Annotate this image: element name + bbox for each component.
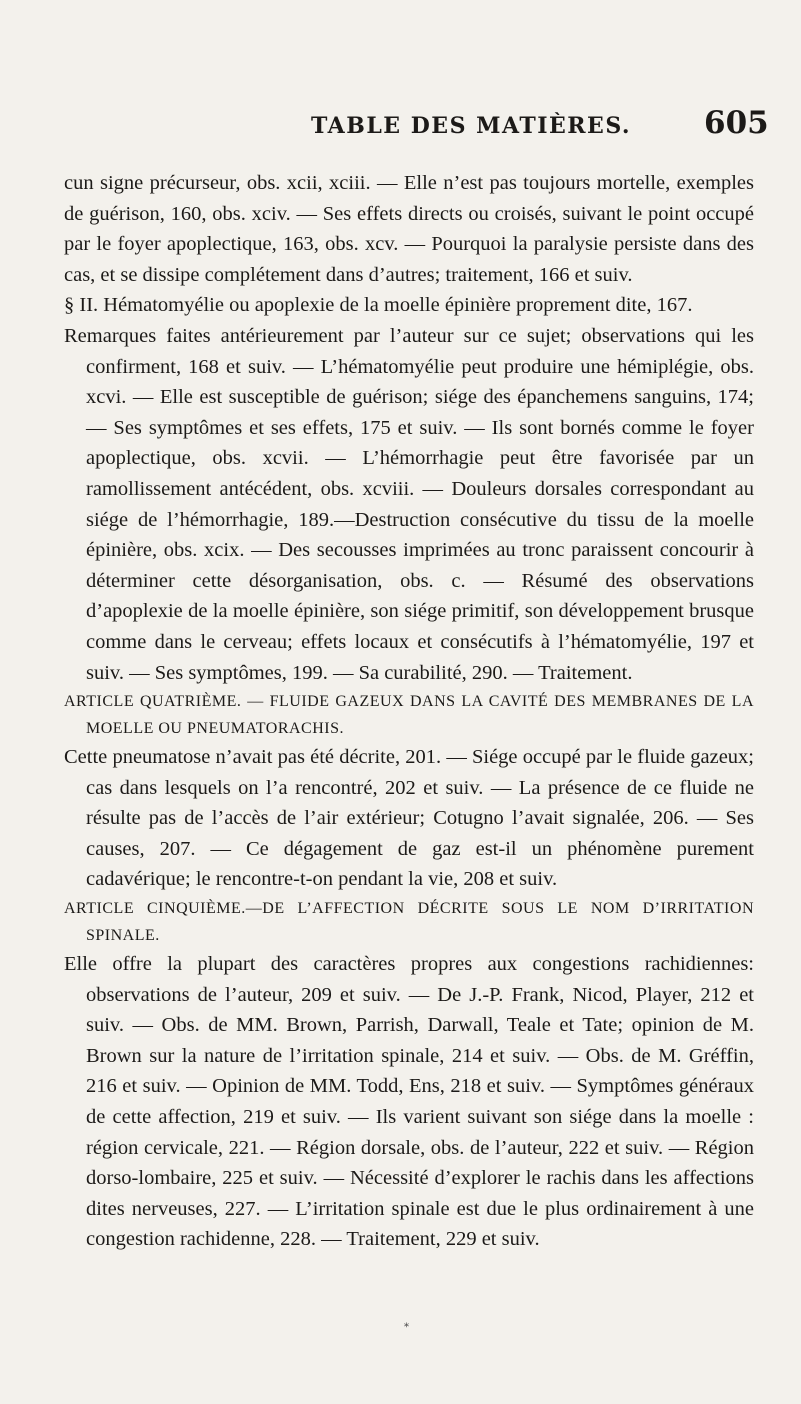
running-head: TABLE DES MATIÈRES. bbox=[311, 113, 632, 139]
article-heading-quatrieme: ARTICLE QUATRIÈME. — FLUIDE GAZEUX DANS LA CAVITÉ DES MEMBRANES DE LA MOELLE OU PNEUMATORACHIS. bbox=[64, 693, 754, 738]
table-of-contents-body bbox=[64, 168, 754, 1255]
section-heading-hematomyelie: § II. Hématomyélie ou apoplexie de la moelle épinière proprement dite, 167. bbox=[64, 294, 693, 317]
page-header bbox=[0, 105, 801, 155]
article-heading-cinquieme: ARTICLE CINQUIÈME.—DE L’AFFECTION DÉCRITE SOUS LE NOM D’IRRITATION SPINALE. bbox=[64, 900, 754, 945]
printer-mark: * bbox=[404, 1322, 409, 1333]
page-number: 605 bbox=[704, 105, 769, 141]
paragraph-remarques: Remarques faites antérieurement par l’auteur sur ce sujet; observations qui les confirment, 168 et suiv. — L’hématomyélie peut produire une hémiplégie, obs. xcvi. — Elle est susceptible de guérison; siége des épanchemens sanguins, 174; — Ses symptômes et ses effets, 175 et suiv. — Ils sont bornés comme le foyer apoplectique, obs. xcvii. — L’hémorrhagie peut être favorisée par un ramollissement antécédent, obs. xcviii. — Douleurs dorsales correspondant au siége de l’hémorrhagie, 189.—Destruction consécutive du tissu de la moelle épinière, obs. xcix. — Des secousses imprimées au tronc paraissent concourir à déterminer cette désorganisation, obs. c. — Résumé des observations d’apoplexie de la moelle épinière, son siége primitif, son développement brusque comme dans le cerveau; effets locaux et consécutifs à l’hématomyélie, 197 et suiv. — Ses symptômes, 199. — Sa curabilité, 290. — Traitement. bbox=[64, 324, 754, 684]
paragraph-pneumatose: Cette pneumatose n’avait pas été décrite, 201. — Siége occupé par le fluide gazeux; cas dans lesquels on l’a rencontré, 202 et suiv. — La présence de ce fluide ne résulte pas de l’accès de l’air extérieur; Cotugno l’avait signalée, 206. — Ses causes, 207. — Ce dégagement de gaz est-il un phénomène purement cadavérique; le rencontre-t-on pendant la vie, 208 et suiv. bbox=[64, 746, 754, 891]
paragraph-continuation: cun signe précurseur, obs. xcii, xciii. — Elle n’est pas toujours mortelle, exemples de guérison, 160, obs. xciv. — Ses effets directs ou croisés, suivant le point occupé par le foyer apoplectique, 163, obs. xcv. — Pourquoi la paralysie persiste dans des cas, et se dissipe complétement dans d’autres; traitement, 166 et suiv. bbox=[64, 172, 754, 286]
paragraph-irritation-spinale: Elle offre la plupart des caractères propres aux congestions rachidiennes: observations de l’auteur, 209 et suiv. — De J.-P. Frank, Nicod, Player, 212 et suiv. — Obs. de MM. Brown, Parrish, Darwall, Teale et Tate; opinion de M. Brown sur la nature de l’irritation spinale, 214 et suiv. — Obs. de M. Gréffin, 216 et suiv. — Opinion de MM. Todd, Ens, 218 et suiv. — Symptômes généraux de cette affection, 219 et suiv. — Ils varient suivant son siége dans la moelle : région cervicale, 221. — Région dorsale, obs. de l’auteur, 222 et suiv. — Région dorso-lombaire, 225 et suiv. — Nécessité d’explorer le rachis dans les affections dites nerveuses, 227. — L’irritation spinale est due le plus ordinairement à une congestion rachidenne, 228. — Traitement, 229 et suiv. bbox=[64, 953, 754, 1251]
